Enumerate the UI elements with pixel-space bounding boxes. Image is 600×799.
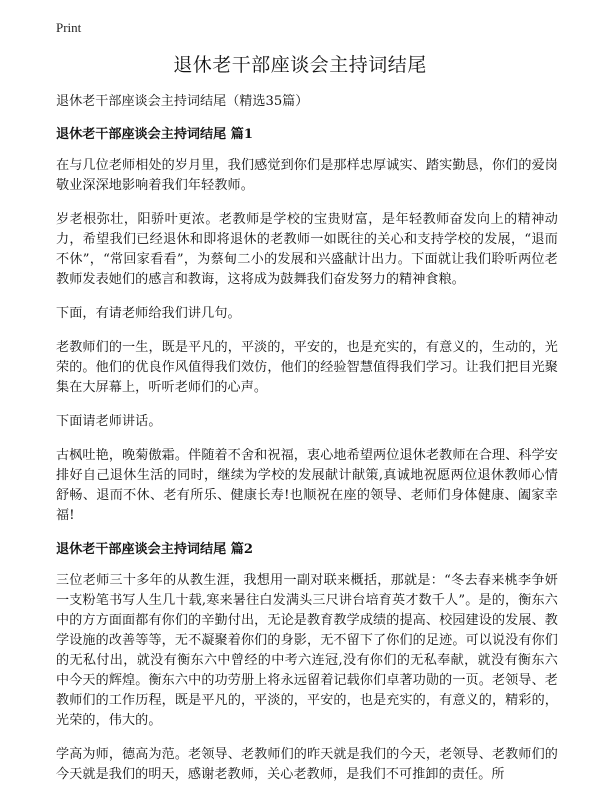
page-title: 退休老干部座谈会主持词结尾 (173, 54, 427, 76)
paragraph: 学高为师，德高为范。老领导、老教师们的昨天就是我们的今天，老领导、老教师们的今天就是我们的明天，感谢老教师，关心老教师，是我们不可推卸的责任。所 (56, 747, 558, 782)
section-heading: 退休老干部座谈会主持词结尾 篇1 (56, 127, 253, 142)
section-heading: 退休老干部座谈会主持词结尾 篇2 (56, 542, 253, 557)
article-subtitle: 退休老干部座谈会主持词结尾（精选35篇） (56, 94, 309, 109)
paragraph: 下面请老师讲话。 (56, 414, 162, 429)
paragraph: 岁老根弥壮，阳骄叶更浓。老教师是学校的宝贵财富，是年轻教师奋发向上的精神动力，希望我们已经退休和即将退休的老教师一如既往的关心和支持学校的发展，“退而不休”，“常回家看看”，为蔡甸二小的发展和兴盛献计出力。下面就让我们聆听两位老教师发表她们的感言和教诲，这将成为鼓舞我们奋发努力的精神食粮。 (56, 212, 558, 287)
print-link[interactable]: Print (56, 20, 82, 35)
paragraph: 古枫吐艳，晚菊傲霜。伴随着不舍和祝福，衷心地希望两位退休老教师在合理、科学安排好自己退休生活的同时，继续为学校的发展献计献策,真诚地祝愿两位退休教师心情舒畅、退而不休、老有所乐、健康长寿!也顺祝在座的领导、老师们身体健康、阖家幸福! (56, 448, 558, 523)
paragraph: 三位老师三十多年的从教生涯，我想用一副对联来概括，那就是：“冬去春来桃李争妍一支粉笔书写人生几十载,寒来暑往白发满头三尺讲台培育英才数千人”。是的，衡东六中的方方面面都有你们的辛勤付出，无论是教育教学成绩的提高、校园建设的发展、教学设施的改善等等，无不凝聚着你们的身影，无不留下了你们的足迹。可以说没有你们的无私付出，就没有衡东六中曾经的中考六连冠,没有你们的无私奉献，就没有衡东六中今天的辉煌。衡东六中的功劳册上将永远留着记载你们卓著功勋的一页。老领导、老教师们的工作历程，既是平凡的，平淡的，平安的，也是充实的，有意义的，精彩的，光荣的，伟大的。 (56, 573, 558, 728)
section-1 (56, 125, 558, 526)
paragraph: 下面，有请老师给我们讲几句。 (56, 306, 241, 321)
section-2 (56, 540, 558, 785)
paragraph: 在与几位老师相处的岁月里，我们感觉到你们是那样忠厚诚实、踏实勤恳，你们的爱岗敬业深深地影响着我们年轻教师。 (56, 158, 558, 193)
article-body (56, 92, 558, 799)
paragraph: 老教师们的一生，既是平凡的，平淡的，平安的，也是充实的，有意义的，生动的，光荣的。他们的优良作风值得我们效仿，他们的经验智慧值得我们学习。让我们把目光聚集在大屏幕上，听听老师们的心声。 (56, 340, 558, 395)
